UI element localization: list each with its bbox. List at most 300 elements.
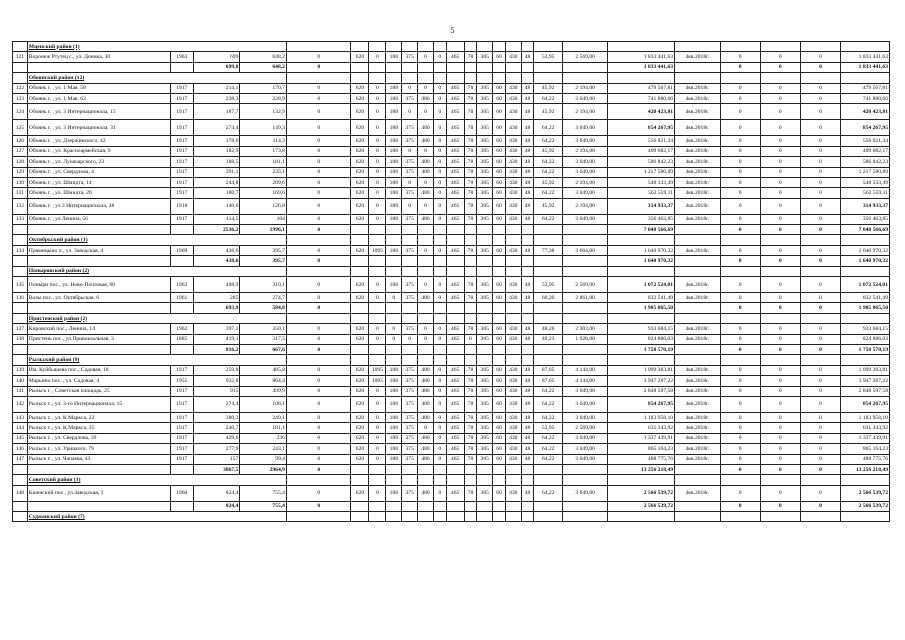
table-cell: 0 — [433, 104, 446, 120]
table-cell: 0 — [418, 334, 434, 344]
table-cell: 188 — [386, 83, 402, 93]
table-cell — [720, 355, 760, 365]
table-cell: 741 880,66 — [608, 93, 675, 103]
table-cell — [13, 225, 28, 235]
table-cell — [386, 512, 402, 522]
address-cell: Обоянь г. , ул. Свердлова, 4 — [27, 167, 170, 177]
table-cell: 188 — [386, 485, 402, 501]
section-header-row — [13, 512, 890, 522]
table-cell: 182,9 — [193, 146, 240, 156]
table-cell: 0 — [760, 344, 800, 354]
table-cell: 4кв.2018г. — [675, 386, 720, 396]
table-cell: 0 — [402, 334, 418, 344]
table-cell: 485,8 — [240, 365, 287, 375]
table-cell: 145 — [13, 433, 28, 443]
table-cell: 0 — [433, 177, 446, 187]
table-cell — [534, 42, 563, 52]
table-cell: 4кв.2018г. — [675, 485, 720, 501]
table-cell — [841, 475, 890, 485]
table-cell: 0 — [800, 303, 840, 313]
table-cell: 620 — [351, 324, 369, 334]
table-cell: 3 049,00 — [562, 188, 607, 198]
table-cell: 488 775,76 — [841, 454, 890, 464]
table-cell — [493, 73, 506, 83]
table-cell — [286, 73, 351, 83]
table-row — [13, 188, 890, 198]
table-cell: 556 021,34 — [841, 136, 890, 146]
table-row — [13, 93, 890, 103]
table-cell: 48 — [521, 157, 534, 167]
table-cell: 0 — [760, 293, 800, 303]
table-cell — [351, 313, 369, 323]
table-cell — [418, 225, 434, 235]
table-cell: 0 — [800, 177, 840, 187]
table-cell: 188 — [386, 177, 402, 187]
table-cell: 60 — [493, 433, 506, 443]
table-cell — [446, 42, 464, 52]
table-cell: 3 049,00 — [562, 386, 607, 396]
table-cell: 140 — [13, 376, 28, 386]
table-cell: 48 — [521, 386, 534, 396]
table-cell — [477, 62, 493, 72]
table-cell: 48 — [521, 93, 534, 103]
table-cell — [369, 475, 386, 485]
table-cell: 438,6 — [193, 245, 240, 255]
table-cell — [446, 501, 464, 511]
table-cell — [464, 225, 477, 235]
table-cell: 1095 — [369, 376, 386, 386]
table-cell — [386, 73, 402, 83]
table-cell: 244,8 — [193, 177, 240, 187]
table-cell: 620 — [351, 245, 369, 255]
table-cell: 3 049,00 — [562, 214, 607, 224]
table-cell — [534, 475, 563, 485]
table-cell — [170, 225, 193, 235]
table-cell: 60 — [493, 120, 506, 136]
table-cell: 0 — [720, 62, 760, 72]
table-cell: 430 — [505, 396, 521, 412]
table-cell: 305 — [477, 83, 493, 93]
table-cell: 0 — [760, 396, 800, 412]
table-cell: 0 — [433, 167, 446, 177]
table-cell — [841, 235, 890, 245]
table-cell: 0 — [369, 83, 386, 93]
table-cell: 620 — [351, 376, 369, 386]
table-cell — [505, 225, 521, 235]
table-cell — [608, 475, 675, 485]
table-cell: 375 — [402, 52, 418, 62]
table-cell: 4кв.2018г. — [675, 433, 720, 443]
table-cell — [562, 313, 607, 323]
table-cell: 188 — [386, 365, 402, 375]
table-cell: 375 — [402, 214, 418, 224]
table-cell: 60 — [493, 454, 506, 464]
table-cell — [418, 42, 434, 52]
table-cell: 48 — [521, 293, 534, 303]
table-cell: 465 — [446, 277, 464, 293]
table-cell: 465 — [446, 245, 464, 255]
table-cell: 430 — [505, 157, 521, 167]
table-cell — [464, 355, 477, 365]
table-cell: 305 — [477, 324, 493, 334]
table-cell: 0 — [720, 188, 760, 198]
table-cell: 0 — [402, 146, 418, 156]
table-cell: 375 — [402, 386, 418, 396]
address-cell — [27, 464, 170, 474]
table-cell — [562, 464, 607, 474]
table-row — [13, 104, 890, 120]
table-cell: 3 947 287,22 — [608, 376, 675, 386]
subtotal-row — [13, 501, 890, 511]
table-cell: 4кв.2018г. — [675, 293, 720, 303]
table-cell: 562 559,11 — [608, 188, 675, 198]
table-row — [13, 485, 890, 501]
table-cell — [369, 313, 386, 323]
table-cell: 4кв.2018г. — [675, 334, 720, 344]
table-cell — [464, 464, 477, 474]
table-cell: 188 — [386, 120, 402, 136]
table-cell: 60,20 — [534, 293, 563, 303]
table-cell — [446, 73, 464, 83]
table-cell — [675, 344, 720, 354]
table-cell: 3 049,00 — [562, 412, 607, 422]
table-cell: 375 — [402, 376, 418, 386]
table-cell: 620 — [351, 83, 369, 93]
table-cell: 480 — [418, 136, 434, 146]
table-cell: 64,22 — [534, 386, 563, 396]
table-cell — [369, 355, 386, 365]
table-cell: 375 — [402, 136, 418, 146]
table-cell: 305 — [477, 167, 493, 177]
table-cell: 78 — [464, 324, 477, 334]
table-cell: 310,1 — [240, 277, 287, 293]
table-cell — [418, 512, 434, 522]
table-cell: 0 — [402, 104, 418, 120]
table-cell — [493, 464, 506, 474]
table-row — [13, 386, 890, 396]
table-cell: 209,6 — [240, 177, 287, 187]
table-cell: 180,7 — [193, 188, 240, 198]
section-name: Советский район (1) — [27, 475, 286, 485]
table-cell: 305 — [477, 365, 493, 375]
table-cell — [170, 464, 193, 474]
table-cell — [534, 266, 563, 276]
table-cell: 480 — [418, 365, 434, 375]
table-cell: 375 — [402, 444, 418, 454]
table-cell: 305 — [477, 454, 493, 464]
table-cell: 53,95 — [534, 277, 563, 293]
table-cell: 106,1 — [240, 396, 287, 412]
table-cell: 395,7 — [240, 245, 287, 255]
table-cell: 0 — [286, 52, 351, 62]
table-row — [13, 146, 890, 156]
table-cell — [446, 256, 464, 266]
table-cell: 305 — [477, 136, 493, 146]
table-cell: 0 — [433, 198, 446, 214]
table-cell: 0 — [760, 62, 800, 72]
table-cell: 0 — [760, 146, 800, 156]
subtotal-row — [13, 303, 890, 313]
table-cell — [720, 73, 760, 83]
table-cell: 620 — [351, 396, 369, 412]
table-cell: 0 — [760, 120, 800, 136]
table-cell — [477, 512, 493, 522]
table-cell: 479 567,81 — [608, 83, 675, 93]
table-cell: 0 — [720, 293, 760, 303]
table-cell: 277,9 — [193, 444, 240, 454]
table-cell: 430 — [505, 412, 521, 422]
table-cell: 0 — [286, 225, 351, 235]
table-cell: 755,4 — [240, 501, 287, 511]
table-cell: 1955 — [170, 376, 193, 386]
table-cell: 0 — [286, 245, 351, 255]
table-cell — [446, 225, 464, 235]
table-cell — [351, 475, 369, 485]
table-cell: 48 — [521, 444, 534, 454]
table-cell — [464, 303, 477, 313]
table-cell — [286, 266, 351, 276]
table-row — [13, 167, 890, 177]
table-cell — [369, 344, 386, 354]
table-cell: 48 — [521, 177, 534, 187]
table-row — [13, 324, 890, 334]
table-cell — [534, 225, 563, 235]
table-cell: 0 — [760, 93, 800, 103]
table-cell — [477, 266, 493, 276]
table-cell — [402, 475, 418, 485]
table-cell: 0 — [286, 412, 351, 422]
table-cell — [562, 266, 607, 276]
table-cell: 0 — [433, 376, 446, 386]
table-row — [13, 334, 890, 344]
table-cell: 317,5 — [240, 334, 287, 344]
table-cell — [521, 344, 534, 354]
table-cell: 305 — [477, 157, 493, 167]
table-cell: 465 — [446, 365, 464, 375]
table-cell: 0 — [800, 256, 840, 266]
address-cell — [27, 256, 170, 266]
table-cell: 0 — [286, 454, 351, 464]
table-cell: 1 337 439,91 — [608, 433, 675, 443]
table-cell: 480 — [418, 214, 434, 224]
table-cell: 480 — [418, 485, 434, 501]
table-cell: 620 — [351, 136, 369, 146]
table-cell: 4кв.2018г. — [675, 412, 720, 422]
table-cell: 64,22 — [534, 157, 563, 167]
table-cell: 60 — [493, 214, 506, 224]
table-cell: 0 — [433, 214, 446, 224]
table-cell: 53,95 — [534, 52, 563, 62]
table-cell: 0 — [418, 423, 434, 433]
table-cell — [675, 464, 720, 474]
table-cell: 620 — [351, 277, 369, 293]
table-cell: 620 — [351, 412, 369, 422]
table-cell: 188 — [386, 167, 402, 177]
table-cell: 0 — [402, 198, 418, 214]
table-cell — [493, 235, 506, 245]
table-cell — [760, 235, 800, 245]
table-cell — [386, 225, 402, 235]
table-cell: 3 049,00 — [562, 93, 607, 103]
table-cell: 3 049,00 — [562, 444, 607, 454]
table-cell — [608, 42, 675, 52]
table-cell — [760, 512, 800, 522]
table-cell: 408,9 — [193, 277, 240, 293]
table-cell: 430 — [505, 120, 521, 136]
table-cell — [505, 256, 521, 266]
table-cell: 0 — [760, 334, 800, 344]
table-cell: 1 640 970,32 — [841, 245, 890, 255]
table-cell: 0 — [369, 396, 386, 412]
table-cell: 0 — [369, 485, 386, 501]
table-cell: 1 928,00 — [562, 334, 607, 344]
table-cell: 1917 — [170, 93, 193, 103]
table-cell — [286, 42, 351, 52]
table-cell — [675, 225, 720, 235]
table-cell: 356 463,85 — [608, 214, 675, 224]
table-cell: 584,8 — [240, 303, 287, 313]
table-cell: 78 — [464, 454, 477, 464]
table-cell: 620 — [351, 104, 369, 120]
table-cell — [433, 225, 446, 235]
table-cell: 0 — [386, 293, 402, 303]
table-row — [13, 365, 890, 375]
table-cell: 465 — [446, 104, 464, 120]
table-cell: 60 — [493, 198, 506, 214]
table-cell: 562 559,11 — [841, 188, 890, 198]
table-row — [13, 454, 890, 464]
table-cell: 620 — [351, 146, 369, 156]
table-cell — [418, 73, 434, 83]
table-row — [13, 376, 890, 386]
table-cell — [13, 344, 28, 354]
table-cell — [464, 42, 477, 52]
table-cell — [13, 475, 28, 485]
subtotal-row — [13, 344, 890, 354]
page-number: 5 — [450, 26, 455, 35]
table-cell: 1961 — [170, 293, 193, 303]
table-row — [13, 444, 890, 454]
table-cell: 0 — [369, 104, 386, 120]
table-cell: 124 — [13, 104, 28, 120]
table-cell: 78 — [464, 214, 477, 224]
table-cell: 430 — [505, 104, 521, 120]
table-cell: 3 049,00 — [562, 454, 607, 464]
table-cell: 0 — [800, 396, 840, 412]
table-cell — [286, 475, 351, 485]
table-cell: 136 — [13, 293, 28, 303]
table-cell: 1917 — [170, 167, 193, 177]
table-cell: 1 640 970,32 — [841, 256, 890, 266]
table-cell: 480 — [418, 167, 434, 177]
table-cell: 0 — [433, 423, 446, 433]
table-cell: 0 — [418, 146, 434, 156]
table-cell: 430 — [505, 454, 521, 464]
table-cell: 60 — [493, 104, 506, 120]
table-cell: 2 569,00 — [562, 52, 607, 62]
table-cell: 0 — [286, 83, 351, 93]
section-name: Поныровский район (2) — [27, 266, 286, 276]
table-cell: 0 — [433, 454, 446, 464]
table-cell: 0 — [720, 303, 760, 313]
table-cell: 1095 — [369, 365, 386, 375]
table-cell: 78 — [464, 433, 477, 443]
table-cell — [477, 256, 493, 266]
table-cell: 60 — [493, 334, 506, 344]
table-cell — [369, 464, 386, 474]
table-cell — [841, 266, 890, 276]
table-row — [13, 214, 890, 224]
subtotal-row — [13, 256, 890, 266]
table-cell — [433, 512, 446, 522]
table-cell: 430 — [505, 167, 521, 177]
table-cell: 48 — [521, 245, 534, 255]
table-cell: 60 — [493, 444, 506, 454]
table-cell: 64,22 — [534, 485, 563, 501]
table-cell: 1917 — [170, 454, 193, 464]
table-cell — [675, 355, 720, 365]
table-cell — [433, 266, 446, 276]
table-cell — [534, 355, 563, 365]
table-cell: 0 — [286, 501, 351, 511]
table-cell — [418, 235, 434, 245]
table-cell: 305 — [477, 52, 493, 62]
table-cell: 60 — [493, 146, 506, 156]
table-cell: 380,3 — [193, 412, 240, 422]
table-cell: 0 — [760, 136, 800, 146]
table-cell: 2 194,00 — [562, 83, 607, 93]
table-cell — [369, 266, 386, 276]
table-cell: 0 — [418, 245, 434, 255]
table-cell: 0 — [800, 214, 840, 224]
section-header-row — [13, 235, 890, 245]
table-cell: 2 194,00 — [562, 198, 607, 214]
table-cell: 1 833 441,63 — [841, 52, 890, 62]
table-cell: 375 — [402, 396, 418, 412]
table-cell: 188 — [386, 136, 402, 146]
table-cell — [521, 313, 534, 323]
table-cell: 4кв.2018г. — [675, 146, 720, 156]
table-cell — [418, 355, 434, 365]
table-cell — [534, 464, 563, 474]
table-cell: 305 — [477, 386, 493, 396]
table-cell: 78 — [464, 198, 477, 214]
table-cell — [534, 313, 563, 323]
table-cell: 0 — [369, 423, 386, 433]
table-cell: 0 — [286, 344, 351, 354]
table-cell: 0 — [720, 256, 760, 266]
table-cell: 465 — [446, 396, 464, 412]
table-cell — [386, 355, 402, 365]
table-cell — [433, 62, 446, 72]
table-cell: 4кв.2018г. — [675, 376, 720, 386]
table-cell: 87,65 — [534, 376, 563, 386]
table-cell — [446, 266, 464, 276]
table-cell: 0 — [433, 386, 446, 396]
table-cell — [521, 266, 534, 276]
table-cell: 465 — [446, 146, 464, 156]
table-cell: 0 — [433, 485, 446, 501]
table-cell: 556 021,34 — [608, 136, 675, 146]
table-cell: 4кв.2018г. — [675, 396, 720, 412]
address-cell: Рыльск г. , Советская площадь, 25 — [27, 386, 170, 396]
table-cell: 240,7 — [193, 423, 240, 433]
table-cell: 1960 — [170, 485, 193, 501]
table-cell: 0 — [369, 198, 386, 214]
table-cell: 375 — [402, 188, 418, 198]
table-cell — [13, 42, 28, 52]
table-cell: 0 — [760, 485, 800, 501]
